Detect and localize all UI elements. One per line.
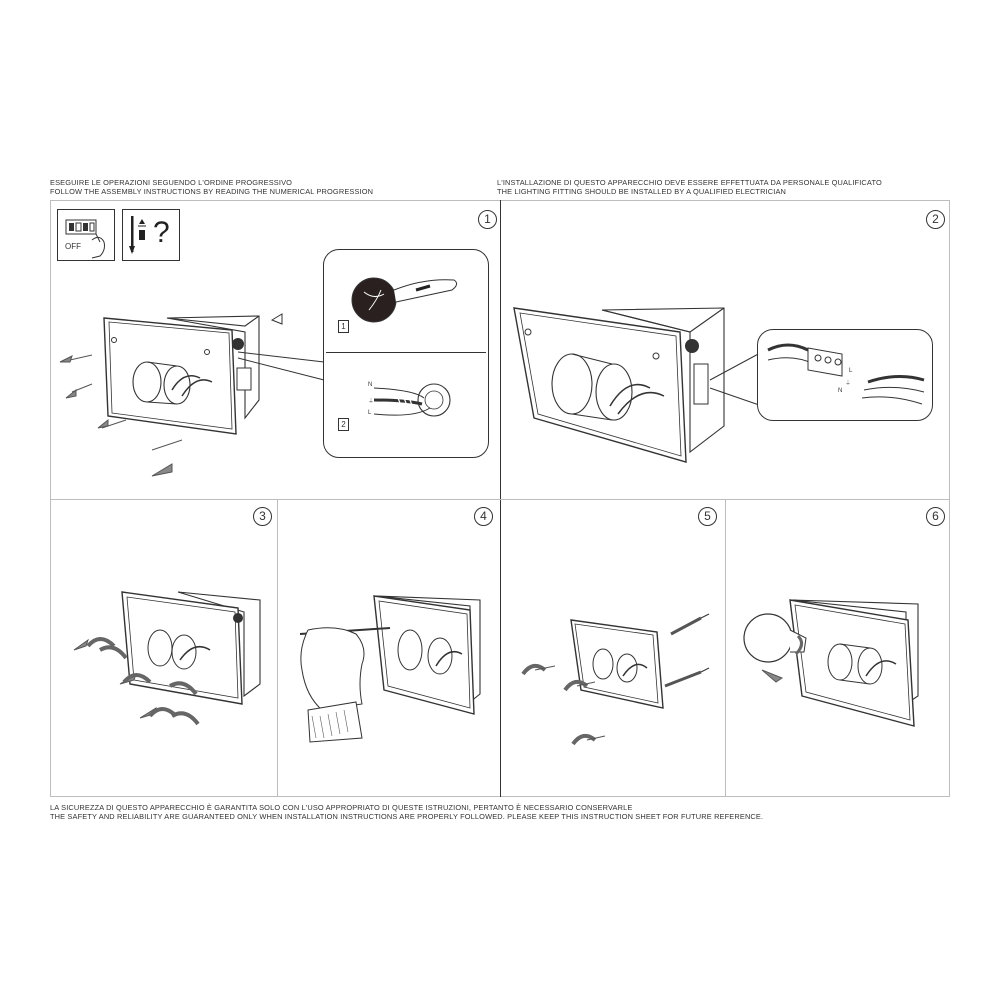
header-left-italian: ESEGUIRE LE OPERAZIONI SEGUENDO L'ORDINE PROGRESSIVO — [50, 178, 293, 187]
terminal-label-neutral: N — [838, 388, 843, 394]
step5-fixture-drawing — [515, 604, 720, 764]
step-number-4: 4 — [474, 507, 493, 526]
step6-fixture-drawing — [740, 592, 945, 742]
row-divider — [50, 499, 950, 500]
footer-italian: LA SICUREZZA DI QUESTO APPARECCHIO È GARANTITA SOLO CON L'USO APPROPRIATO DI QUESTE ISTRUZIONI, PERTANTO È NECESSARIO CONSERVARLE — [50, 803, 633, 812]
terminal-label-live: L — [849, 368, 853, 374]
step2-terminal-callout — [757, 329, 933, 421]
step-number-5: 5 — [698, 507, 717, 526]
wire-label-neutral: N — [368, 382, 373, 388]
question-icon: ? — [153, 216, 170, 249]
wire-label-ground: ⏚ — [368, 399, 375, 405]
step-number-1: 1 — [478, 210, 497, 229]
header-right-english: THE LIGHTING FITTING SHOULD BE INSTALLED BY A QUALIFIED ELECTRICIAN — [497, 187, 787, 196]
header-left-english: FOLLOW THE ASSEMBLY INSTRUCTIONS BY READING THE NUMERICAL PROGRESSION — [50, 187, 374, 196]
off-label: OFF — [65, 242, 81, 251]
power-switch-off-icon — [57, 209, 115, 261]
step-number-2: 2 — [926, 210, 945, 229]
step-number-6: 6 — [926, 507, 945, 526]
step-number-3: 3 — [253, 507, 272, 526]
substep-1: 1 — [338, 320, 349, 333]
footer-english: THE SAFETY AND RELIABILITY ARE GUARANTEED ONLY WHEN INSTALLATION INSTRUCTIONS ARE PROPERLY FOLLOWED. PLEASE KEEP THIS INSTRUCTION SHEET FOR FUTURE REFERENCE. — [50, 812, 764, 821]
step1-fixture-drawing — [52, 300, 302, 490]
step2-fixture-drawing — [510, 296, 750, 466]
step4-fixture-drawing — [290, 590, 490, 740]
wire-label-live: L — [368, 410, 372, 416]
step1-callout-pointer — [230, 340, 330, 380]
panel-divider-5-6 — [725, 499, 726, 797]
substep-2: 2 — [338, 418, 349, 431]
panel-divider-3-4 — [277, 499, 278, 797]
tools-icon — [122, 209, 180, 261]
step3-fixture-drawing — [60, 588, 270, 738]
step1-wiring-callout — [323, 249, 489, 458]
terminal-label-ground: ⏚ — [845, 381, 852, 387]
header-right-italian: L'INSTALLAZIONE DI QUESTO APPARECCHIO DEVE ESSERE EFFETTUATA DA PERSONALE QUALIFICATO — [497, 178, 882, 187]
